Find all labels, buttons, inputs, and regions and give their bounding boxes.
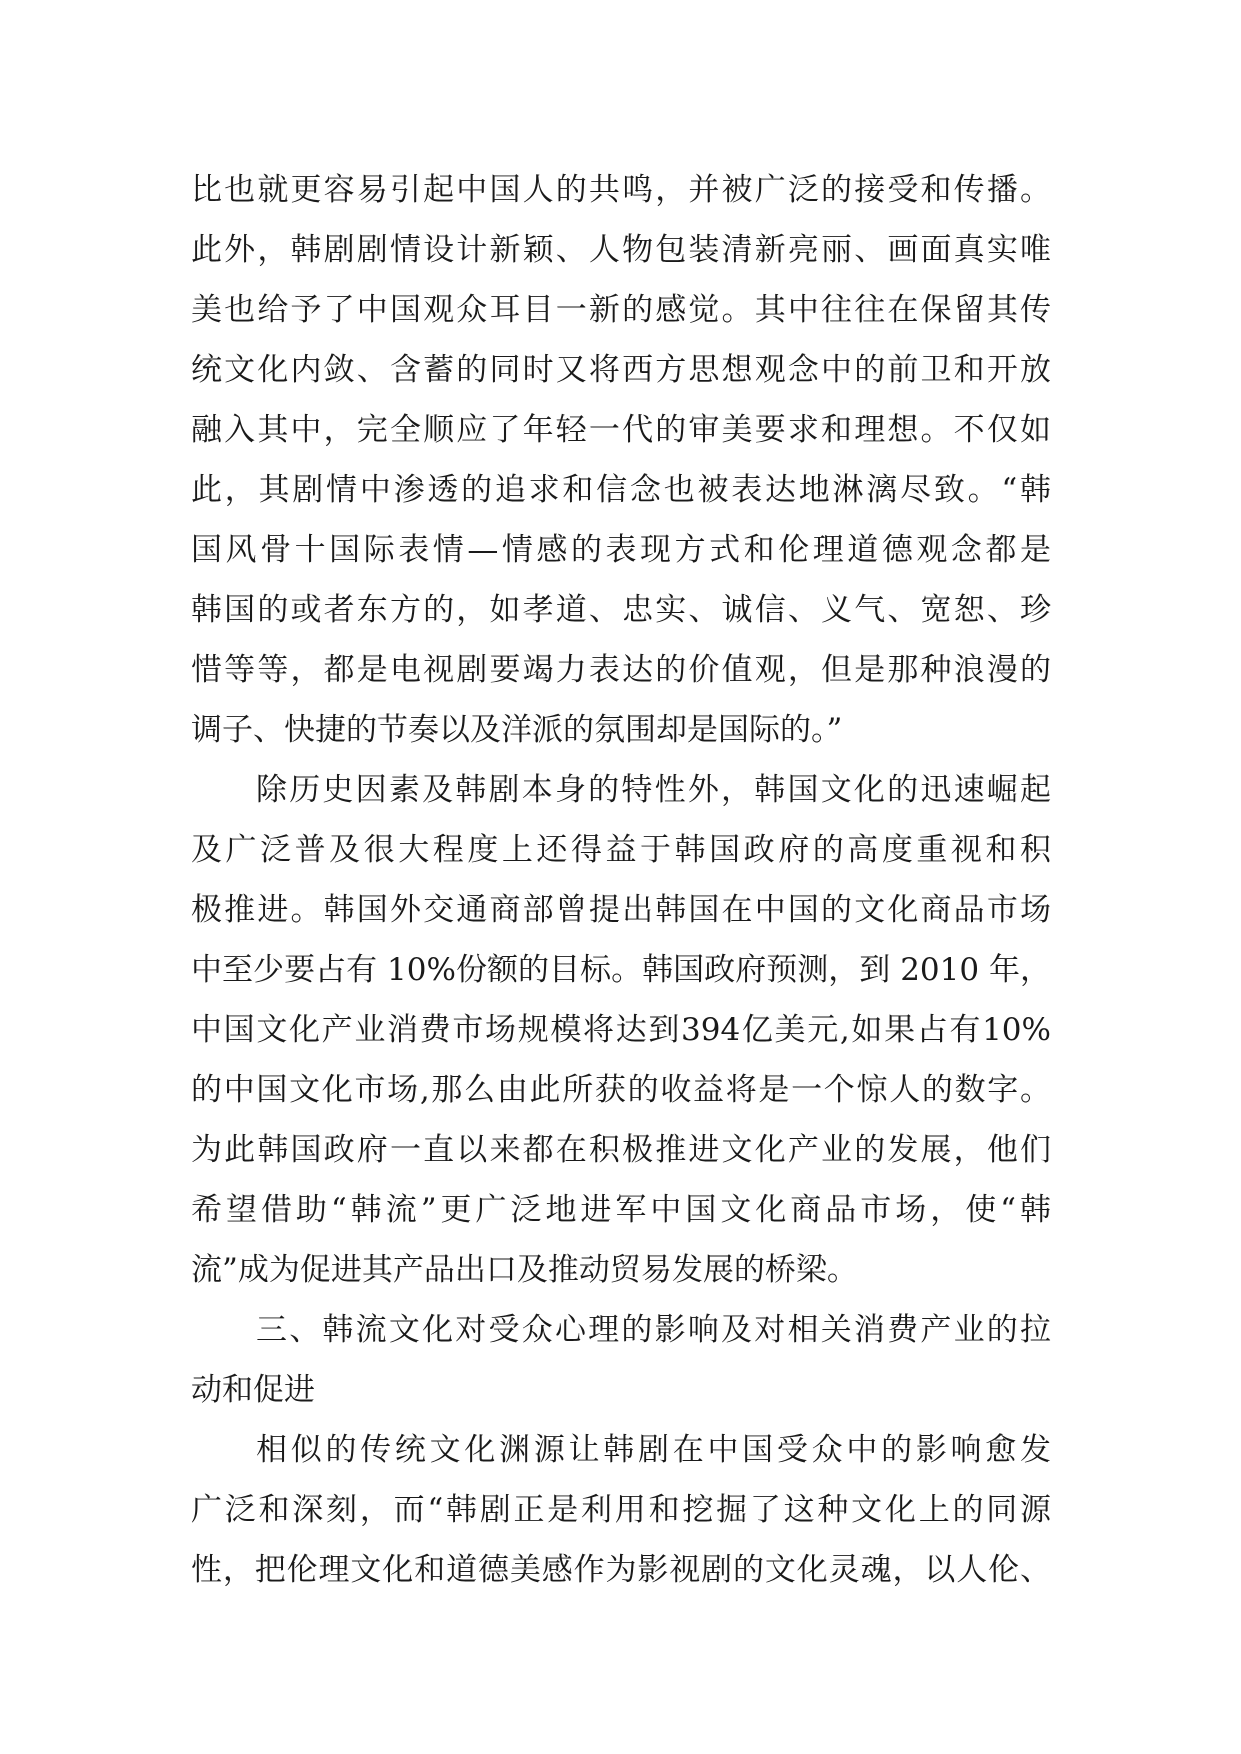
text-line: 比也就更容易引起中国人的共鸣，并被广泛的接受和传播。 (191, 172, 1051, 208)
text-line: 国风骨十国际表情—情感的表现方式和伦理道德观念都是 (191, 532, 1051, 568)
text-line: 广泛和深刻，而“韩剧正是利用和挖掘了这种文化上的同源 (191, 1492, 1051, 1528)
text-line: 流”成为促进其产品出口及推动贸易发展的桥梁。 (191, 1252, 858, 1288)
text-line: 惜等等，都是电视剧要竭力表达的价值观，但是那种浪漫的 (191, 652, 1051, 688)
text-line: 除历史因素及韩剧本身的特性外，韩国文化的迅速崛起 (256, 772, 1051, 808)
text-line: 性，把伦理文化和道德美感作为影视剧的文化灵魂，以人伦、 (191, 1552, 1051, 1588)
text-line: 希望借助“韩流”更广泛地进军中国文化商品市场，使“韩 (191, 1192, 1051, 1228)
text-line: 美也给予了中国观众耳目一新的感觉。其中往往在保留其传 (191, 292, 1051, 328)
text-line: 韩国的或者东方的，如孝道、忠实、诚信、义气、宽恕、珍 (191, 592, 1051, 628)
text-line: 动和促进 (191, 1372, 315, 1408)
text-line: 中国文化产业消费市场规模将达到394亿美元,如果占有10% (191, 1012, 1051, 1048)
body-text (191, 160, 1051, 1600)
text-line: 此，其剧情中渗透的追求和信念也被表达地淋漓尽致。“韩 (191, 472, 1051, 508)
text-line: 统文化内敛、含蓄的同时又将西方思想观念中的前卫和开放 (191, 352, 1051, 388)
text-line: 此外，韩剧剧情设计新颖、人物包装清新亮丽、画面真实唯 (191, 232, 1051, 268)
text-line: 三、韩流文化对受众心理的影响及对相关消费产业的拉 (256, 1312, 1051, 1348)
text-line: 极推进。韩国外交通商部曾提出韩国在中国的文化商品市场 (191, 892, 1051, 928)
text-line: 的中国文化市场,那么由此所获的收益将是一个惊人的数字。 (191, 1072, 1051, 1108)
text-line: 为此韩国政府一直以来都在积极推进文化产业的发展，他们 (191, 1132, 1051, 1168)
text-line: 相似的传统文化渊源让韩剧在中国受众中的影响愈发 (256, 1432, 1051, 1468)
text-line: 中至少要占有 10%份额的目标。韩国政府预测，到 2010 年， (191, 952, 1051, 988)
text-line: 调子、快捷的节奏以及洋派的氛围却是国际的。” (191, 712, 843, 748)
text-line: 及广泛普及很大程度上还得益于韩国政府的高度重视和积 (191, 832, 1051, 868)
text-line: 融入其中，完全顺应了年轻一代的审美要求和理想。不仅如 (191, 412, 1051, 448)
